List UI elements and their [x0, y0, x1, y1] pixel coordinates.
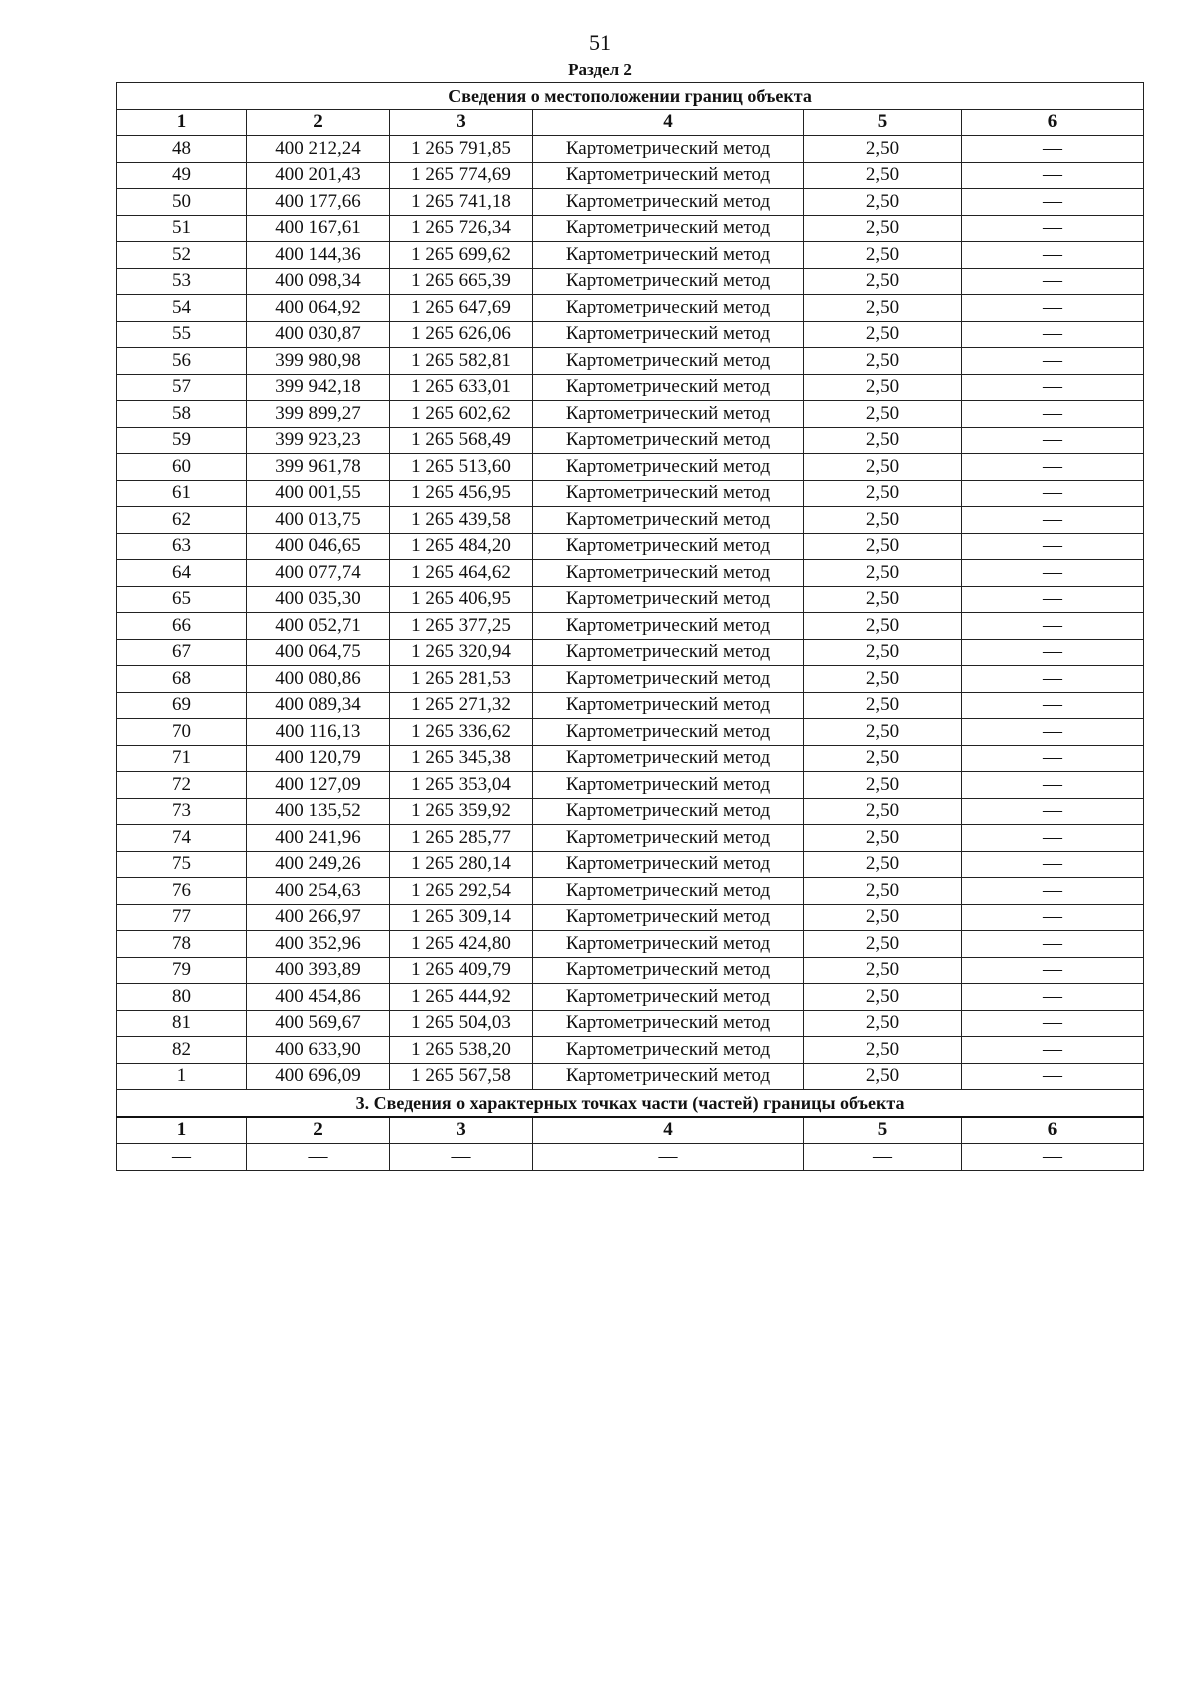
point-number-cell: 50: [117, 189, 247, 216]
accuracy-cell: 2,50: [804, 454, 962, 481]
x-coordinate-cell: 400 127,09: [247, 772, 390, 799]
method-cell: Картометрический метод: [533, 401, 804, 428]
y-coordinate-cell: 1 265 567,58: [390, 1063, 533, 1090]
accuracy-cell: 2,50: [804, 1063, 962, 1090]
table-row: [117, 560, 1144, 587]
x-coordinate-cell: 400 098,34: [247, 268, 390, 295]
description-cell: —: [962, 242, 1144, 269]
table-row: [117, 639, 1144, 666]
y-coordinate-cell: 1 265 280,14: [390, 851, 533, 878]
method-cell: Картометрический метод: [533, 586, 804, 613]
table-row: [117, 348, 1144, 375]
x-coordinate-cell: 400 030,87: [247, 321, 390, 348]
table-row: [117, 692, 1144, 719]
accuracy-cell: 2,50: [804, 189, 962, 216]
accuracy-cell: 2,50: [804, 162, 962, 189]
description-cell: —: [962, 666, 1144, 693]
accuracy-cell: 2,50: [804, 1010, 962, 1037]
x-coordinate-cell: 399 980,98: [247, 348, 390, 375]
point-number-cell: 79: [117, 957, 247, 984]
y-coordinate-cell: 1 265 726,34: [390, 215, 533, 242]
y-coordinate-cell: 1 265 406,95: [390, 586, 533, 613]
accuracy-cell: 2,50: [804, 772, 962, 799]
y-coordinate-cell: 1 265 633,01: [390, 374, 533, 401]
method-cell: Картометрический метод: [533, 242, 804, 269]
description-cell: —: [962, 878, 1144, 905]
method-cell: Картометрический метод: [533, 215, 804, 242]
method-cell: Картометрический метод: [533, 136, 804, 163]
description-cell: —: [962, 719, 1144, 746]
table-row: [117, 984, 1144, 1011]
method-cell: Картометрический метод: [533, 878, 804, 905]
y-coordinate-cell: 1 265 439,58: [390, 507, 533, 534]
accuracy-cell: 2,50: [804, 321, 962, 348]
x-coordinate-cell: 400 569,67: [247, 1010, 390, 1037]
y-coordinate-cell: 1 265 464,62: [390, 560, 533, 587]
x-coordinate-cell: 400 064,75: [247, 639, 390, 666]
point-number-cell: 59: [117, 427, 247, 454]
column-number: 2: [247, 1117, 390, 1144]
point-number-cell: 64: [117, 560, 247, 587]
point-number-cell: 75: [117, 851, 247, 878]
accuracy-cell: 2,50: [804, 666, 962, 693]
x-coordinate-cell: 400 241,96: [247, 825, 390, 852]
table-row: [117, 904, 1144, 931]
accuracy-cell: 2,50: [804, 692, 962, 719]
x-coordinate-cell: 400 144,36: [247, 242, 390, 269]
method-cell: Картометрический метод: [533, 666, 804, 693]
method-cell: Картометрический метод: [533, 1063, 804, 1090]
x-coordinate-cell: 400 201,43: [247, 162, 390, 189]
y-coordinate-cell: 1 265 647,69: [390, 295, 533, 322]
description-cell: —: [962, 215, 1144, 242]
accuracy-cell: 2,50: [804, 931, 962, 958]
table-row: [117, 1010, 1144, 1037]
x-coordinate-cell: 400 052,71: [247, 613, 390, 640]
description-cell: —: [962, 1144, 1144, 1171]
accuracy-cell: 2,50: [804, 242, 962, 269]
column-number: 1: [117, 1117, 247, 1144]
description-cell: —: [962, 798, 1144, 825]
table-row: [117, 215, 1144, 242]
description-cell: —: [962, 507, 1144, 534]
column-number: 2: [247, 109, 390, 136]
description-cell: —: [962, 692, 1144, 719]
point-number-cell: 58: [117, 401, 247, 428]
point-number-cell: 81: [117, 1010, 247, 1037]
point-number-cell: 69: [117, 692, 247, 719]
y-coordinate-cell: 1 265 336,62: [390, 719, 533, 746]
description-cell: —: [962, 268, 1144, 295]
method-cell: Картометрический метод: [533, 957, 804, 984]
method-cell: Картометрический метод: [533, 295, 804, 322]
accuracy-cell: 2,50: [804, 639, 962, 666]
method-cell: Картометрический метод: [533, 427, 804, 454]
column-number: 3: [390, 1117, 533, 1144]
y-coordinate-cell: 1 265 456,95: [390, 480, 533, 507]
accuracy-cell: 2,50: [804, 401, 962, 428]
point-number-cell: 68: [117, 666, 247, 693]
boundary-coordinates-table: [116, 82, 1144, 1171]
section3-column-numbers-row: [117, 1117, 1144, 1144]
y-coordinate-cell: —: [390, 1144, 533, 1171]
y-coordinate-cell: 1 265 359,92: [390, 798, 533, 825]
table-row: [117, 427, 1144, 454]
accuracy-cell: —: [804, 1144, 962, 1171]
description-cell: —: [962, 639, 1144, 666]
x-coordinate-cell: 399 942,18: [247, 374, 390, 401]
column-number: 6: [962, 109, 1144, 136]
x-coordinate-cell: 400 013,75: [247, 507, 390, 534]
point-number-cell: 48: [117, 136, 247, 163]
table-row: [117, 295, 1144, 322]
point-number-cell: 80: [117, 984, 247, 1011]
description-cell: —: [962, 1037, 1144, 1064]
column-number: 6: [962, 1117, 1144, 1144]
point-number-cell: 73: [117, 798, 247, 825]
accuracy-cell: 2,50: [804, 851, 962, 878]
point-number-cell: 82: [117, 1037, 247, 1064]
y-coordinate-cell: 1 265 582,81: [390, 348, 533, 375]
description-cell: —: [962, 401, 1144, 428]
y-coordinate-cell: 1 265 309,14: [390, 904, 533, 931]
table-row: [117, 957, 1144, 984]
accuracy-cell: 2,50: [804, 613, 962, 640]
table-row: [117, 162, 1144, 189]
description-cell: —: [962, 427, 1144, 454]
method-cell: Картометрический метод: [533, 1010, 804, 1037]
method-cell: Картометрический метод: [533, 719, 804, 746]
table-row: [117, 480, 1144, 507]
accuracy-cell: 2,50: [804, 1037, 962, 1064]
method-cell: Картометрический метод: [533, 268, 804, 295]
accuracy-cell: 2,50: [804, 560, 962, 587]
x-coordinate-cell: 399 899,27: [247, 401, 390, 428]
description-cell: —: [962, 189, 1144, 216]
y-coordinate-cell: 1 265 602,62: [390, 401, 533, 428]
method-cell: Картометрический метод: [533, 639, 804, 666]
table-row: [117, 825, 1144, 852]
point-number-cell: 53: [117, 268, 247, 295]
accuracy-cell: 2,50: [804, 268, 962, 295]
method-cell: Картометрический метод: [533, 348, 804, 375]
accuracy-cell: 2,50: [804, 719, 962, 746]
x-coordinate-cell: 400 352,96: [247, 931, 390, 958]
column-number: 5: [804, 109, 962, 136]
y-coordinate-cell: 1 265 626,06: [390, 321, 533, 348]
table-row: [117, 374, 1144, 401]
x-coordinate-cell: 400 046,65: [247, 533, 390, 560]
point-number-cell: 52: [117, 242, 247, 269]
point-number-cell: 1: [117, 1063, 247, 1090]
point-number-cell: 70: [117, 719, 247, 746]
point-number-cell: 55: [117, 321, 247, 348]
description-cell: —: [962, 454, 1144, 481]
y-coordinate-cell: 1 265 513,60: [390, 454, 533, 481]
method-cell: Картометрический метод: [533, 560, 804, 587]
description-cell: —: [962, 825, 1144, 852]
method-cell: Картометрический метод: [533, 984, 804, 1011]
x-coordinate-cell: —: [247, 1144, 390, 1171]
point-number-cell: 49: [117, 162, 247, 189]
accuracy-cell: 2,50: [804, 798, 962, 825]
x-coordinate-cell: 400 266,97: [247, 904, 390, 931]
table-row: [117, 745, 1144, 772]
description-cell: —: [962, 1063, 1144, 1090]
table-row: [117, 851, 1144, 878]
method-cell: Картометрический метод: [533, 162, 804, 189]
y-coordinate-cell: 1 265 791,85: [390, 136, 533, 163]
y-coordinate-cell: 1 265 353,04: [390, 772, 533, 799]
accuracy-cell: 2,50: [804, 507, 962, 534]
description-cell: —: [962, 745, 1144, 772]
point-number-cell: 76: [117, 878, 247, 905]
y-coordinate-cell: 1 265 665,39: [390, 268, 533, 295]
table-row: [117, 242, 1144, 269]
y-coordinate-cell: 1 265 285,77: [390, 825, 533, 852]
column-number: 4: [533, 109, 804, 136]
x-coordinate-cell: 400 696,09: [247, 1063, 390, 1090]
y-coordinate-cell: 1 265 504,03: [390, 1010, 533, 1037]
y-coordinate-cell: 1 265 377,25: [390, 613, 533, 640]
y-coordinate-cell: 1 265 271,32: [390, 692, 533, 719]
accuracy-cell: 2,50: [804, 984, 962, 1011]
method-cell: Картометрический метод: [533, 533, 804, 560]
point-number-cell: 71: [117, 745, 247, 772]
column-number: 1: [117, 109, 247, 136]
y-coordinate-cell: 1 265 345,38: [390, 745, 533, 772]
x-coordinate-cell: 400 089,34: [247, 692, 390, 719]
description-cell: —: [962, 904, 1144, 931]
column-numbers-row: [117, 109, 1144, 136]
accuracy-cell: 2,50: [804, 427, 962, 454]
table-row: [117, 401, 1144, 428]
x-coordinate-cell: 400 120,79: [247, 745, 390, 772]
accuracy-cell: 2,50: [804, 825, 962, 852]
method-cell: Картометрический метод: [533, 904, 804, 931]
section3-heading: 3. Сведения о характерных точках части (частей) границы объекта: [117, 1090, 1144, 1117]
method-cell: Картометрический метод: [533, 321, 804, 348]
table-heading: Сведения о местоположении границ объекта: [117, 83, 1144, 110]
table-heading-row: [117, 83, 1144, 110]
description-cell: —: [962, 321, 1144, 348]
method-cell: Картометрический метод: [533, 613, 804, 640]
accuracy-cell: 2,50: [804, 136, 962, 163]
x-coordinate-cell: 400 212,24: [247, 136, 390, 163]
x-coordinate-cell: 400 393,89: [247, 957, 390, 984]
point-number-cell: 67: [117, 639, 247, 666]
x-coordinate-cell: 399 923,23: [247, 427, 390, 454]
description-cell: —: [962, 931, 1144, 958]
table-row: [117, 454, 1144, 481]
x-coordinate-cell: 400 249,26: [247, 851, 390, 878]
table-row: [117, 586, 1144, 613]
table-row: [117, 719, 1144, 746]
description-cell: —: [962, 586, 1144, 613]
y-coordinate-cell: 1 265 424,80: [390, 931, 533, 958]
column-number: 4: [533, 1117, 804, 1144]
accuracy-cell: 2,50: [804, 878, 962, 905]
x-coordinate-cell: 400 167,61: [247, 215, 390, 242]
method-cell: Картометрический метод: [533, 851, 804, 878]
table-row: [117, 666, 1144, 693]
point-number-cell: 72: [117, 772, 247, 799]
method-cell: Картометрический метод: [533, 1037, 804, 1064]
description-cell: —: [962, 136, 1144, 163]
column-number: 3: [390, 109, 533, 136]
description-cell: —: [962, 772, 1144, 799]
accuracy-cell: 2,50: [804, 295, 962, 322]
point-number-cell: 51: [117, 215, 247, 242]
page-number: 51: [589, 30, 611, 55]
y-coordinate-cell: 1 265 699,62: [390, 242, 533, 269]
point-number-cell: 54: [117, 295, 247, 322]
table-row: [117, 772, 1144, 799]
x-coordinate-cell: 400 035,30: [247, 586, 390, 613]
y-coordinate-cell: 1 265 444,92: [390, 984, 533, 1011]
method-cell: Картометрический метод: [533, 692, 804, 719]
point-number-cell: 66: [117, 613, 247, 640]
description-cell: —: [962, 613, 1144, 640]
y-coordinate-cell: 1 265 538,20: [390, 1037, 533, 1064]
x-coordinate-cell: 400 077,74: [247, 560, 390, 587]
method-cell: Картометрический метод: [533, 772, 804, 799]
y-coordinate-cell: 1 265 484,20: [390, 533, 533, 560]
y-coordinate-cell: 1 265 568,49: [390, 427, 533, 454]
y-coordinate-cell: 1 265 774,69: [390, 162, 533, 189]
x-coordinate-cell: 400 135,52: [247, 798, 390, 825]
point-number-cell: 56: [117, 348, 247, 375]
x-coordinate-cell: 400 080,86: [247, 666, 390, 693]
column-number: 5: [804, 1117, 962, 1144]
x-coordinate-cell: 400 116,13: [247, 719, 390, 746]
table-row: [117, 136, 1144, 163]
method-cell: Картометрический метод: [533, 480, 804, 507]
x-coordinate-cell: 400 254,63: [247, 878, 390, 905]
x-coordinate-cell: 400 454,86: [247, 984, 390, 1011]
table-row: [117, 507, 1144, 534]
description-cell: —: [962, 374, 1144, 401]
description-cell: —: [962, 851, 1144, 878]
description-cell: —: [962, 957, 1144, 984]
point-number-cell: 61: [117, 480, 247, 507]
table-row: [117, 1037, 1144, 1064]
accuracy-cell: 2,50: [804, 904, 962, 931]
point-number-cell: 74: [117, 825, 247, 852]
description-cell: —: [962, 480, 1144, 507]
section-title: Раздел 2: [568, 60, 632, 79]
x-coordinate-cell: 399 961,78: [247, 454, 390, 481]
accuracy-cell: 2,50: [804, 957, 962, 984]
table-body: [117, 83, 1144, 1171]
table-row: [117, 798, 1144, 825]
table-row: [117, 1063, 1144, 1090]
description-cell: —: [962, 533, 1144, 560]
method-cell: Картометрический метод: [533, 189, 804, 216]
description-cell: —: [962, 984, 1144, 1011]
method-cell: Картометрический метод: [533, 825, 804, 852]
y-coordinate-cell: 1 265 292,54: [390, 878, 533, 905]
method-cell: Картометрический метод: [533, 374, 804, 401]
accuracy-cell: 2,50: [804, 348, 962, 375]
description-cell: —: [962, 560, 1144, 587]
point-number-cell: 77: [117, 904, 247, 931]
accuracy-cell: 2,50: [804, 745, 962, 772]
y-coordinate-cell: 1 265 741,18: [390, 189, 533, 216]
section3-row: [117, 1144, 1144, 1171]
accuracy-cell: 2,50: [804, 480, 962, 507]
point-number-cell: 65: [117, 586, 247, 613]
method-cell: —: [533, 1144, 804, 1171]
point-number-cell: 57: [117, 374, 247, 401]
y-coordinate-cell: 1 265 281,53: [390, 666, 533, 693]
table-row: [117, 533, 1144, 560]
accuracy-cell: 2,50: [804, 533, 962, 560]
point-number-cell: 62: [117, 507, 247, 534]
description-cell: —: [962, 295, 1144, 322]
y-coordinate-cell: 1 265 320,94: [390, 639, 533, 666]
x-coordinate-cell: 400 001,55: [247, 480, 390, 507]
method-cell: Картометрический метод: [533, 507, 804, 534]
method-cell: Картометрический метод: [533, 745, 804, 772]
accuracy-cell: 2,50: [804, 215, 962, 242]
point-number-cell: 60: [117, 454, 247, 481]
table-row: [117, 878, 1144, 905]
table-row: [117, 321, 1144, 348]
accuracy-cell: 2,50: [804, 586, 962, 613]
x-coordinate-cell: 400 633,90: [247, 1037, 390, 1064]
point-number-cell: 63: [117, 533, 247, 560]
table-row: [117, 613, 1144, 640]
point-number-cell: —: [117, 1144, 247, 1171]
point-number-cell: 78: [117, 931, 247, 958]
accuracy-cell: 2,50: [804, 374, 962, 401]
description-cell: —: [962, 1010, 1144, 1037]
x-coordinate-cell: 400 064,92: [247, 295, 390, 322]
method-cell: Картометрический метод: [533, 798, 804, 825]
table-row: [117, 931, 1144, 958]
table-row: [117, 268, 1144, 295]
section3-heading-row: [117, 1090, 1144, 1117]
x-coordinate-cell: 400 177,66: [247, 189, 390, 216]
method-cell: Картометрический метод: [533, 454, 804, 481]
table-row: [117, 189, 1144, 216]
y-coordinate-cell: 1 265 409,79: [390, 957, 533, 984]
description-cell: —: [962, 162, 1144, 189]
method-cell: Картометрический метод: [533, 931, 804, 958]
description-cell: —: [962, 348, 1144, 375]
